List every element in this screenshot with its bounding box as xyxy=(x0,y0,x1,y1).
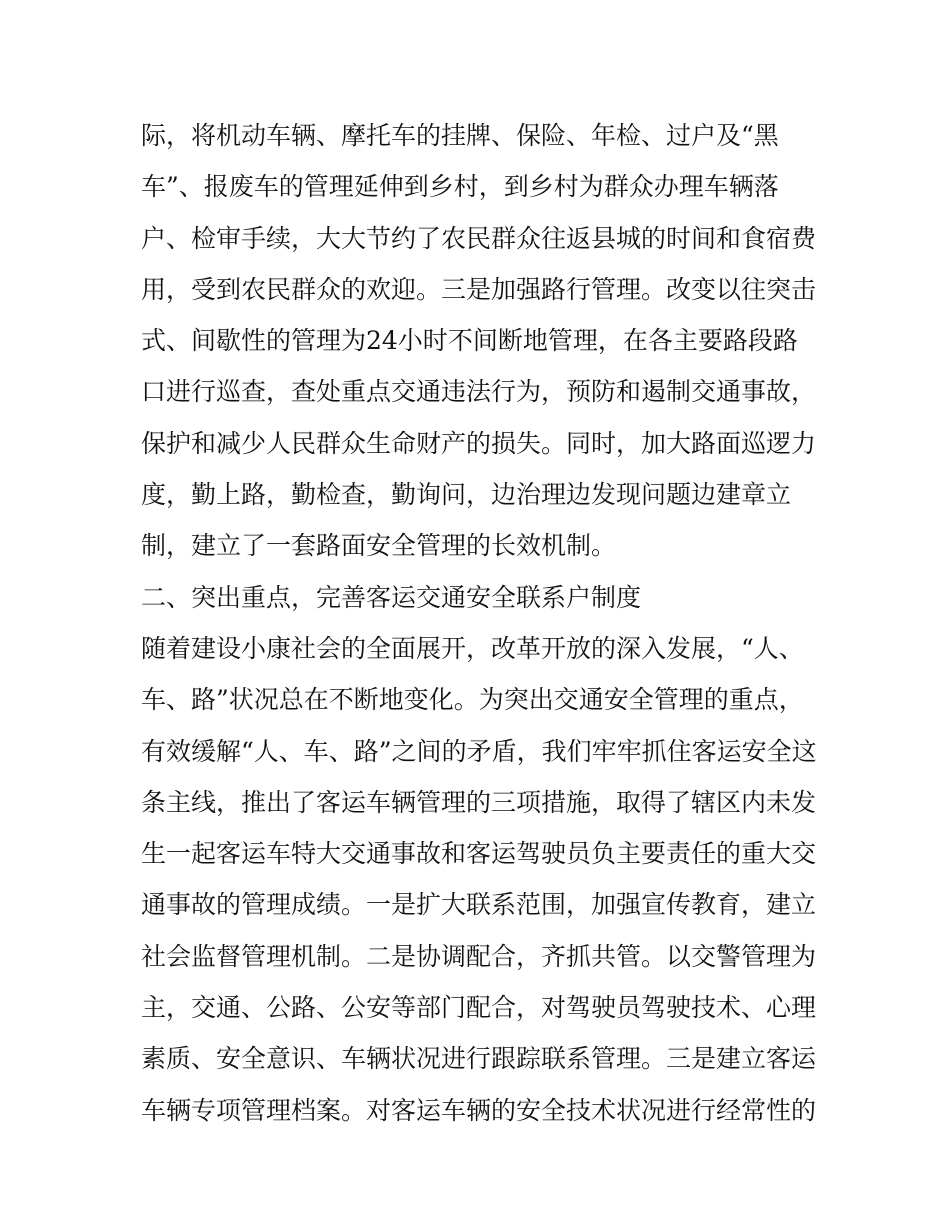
text-line: 度，勤上路，勤检查，勤询问，边治理边发现问题边建章立 xyxy=(141,480,792,510)
text-line: 车”、报废车的管理延伸到乡村，到乡村为群众办理车辆落 xyxy=(141,172,779,202)
text-line: 生一起客运车特大交通事故和客运驾驶员负主要责任的重大交 xyxy=(141,839,817,869)
text-line: 制，建立了一套路面安全管理的长效机制。 xyxy=(141,531,617,561)
text-line: 保护和减少人民群众生命财产的损失。同时，加大路面巡逻力 xyxy=(141,428,817,458)
text-line: 口进行巡查，查处重点交通违法行为，预防和遏制交通事故， xyxy=(141,377,817,407)
text-line: 户、检审手续，大大节约了农民群众往返县城的时间和食宿费 xyxy=(141,223,817,253)
text-line: 车辆专项管理档案。对客运车辆的安全技术状况进行经常性的 xyxy=(141,1095,817,1125)
text-line: 主，交通、公路、公安等部门配合，对驾驶员驾驶技术、心理 xyxy=(141,993,817,1023)
text-line: 式、间歇性的管理为24小时不间断地管理，在各主要路段路 xyxy=(141,326,798,356)
text-line: 际，将机动车辆、摩托车的挂牌、保险、年检、过户及“黑 xyxy=(141,121,779,150)
text-line: 随着建设小康社会的全面展开，改革开放的深入发展，“人、 xyxy=(141,633,804,663)
section-heading: 二、突出重点，完善客运交通安全联系户制度 xyxy=(141,582,642,612)
text-line: 素质、安全意识、车辆状况进行跟踪联系管理。三是建立客运 xyxy=(141,1044,817,1074)
text-line: 车、路”状况总在不断地变化。为突出交通安全管理的重点， xyxy=(141,685,804,715)
text-line: 用，受到农民群众的欢迎。三是加强路行管理。改变以往突击 xyxy=(141,274,817,304)
text-line: 社会监督管理机制。二是协调配合，齐抓共管。以交警管理为 xyxy=(141,941,817,971)
document-body xyxy=(141,110,821,1136)
text-line: 有效缓解“人、车、路”之间的矛盾，我们牢牢抓住客运安全这 xyxy=(141,736,817,766)
text-line: 通事故的管理成绩。一是扩大联系范围，加强宣传教育，建立 xyxy=(141,890,817,920)
text-line: 条主线，推出了客运车辆管理的三项措施，取得了辖区内未发 xyxy=(141,787,817,817)
